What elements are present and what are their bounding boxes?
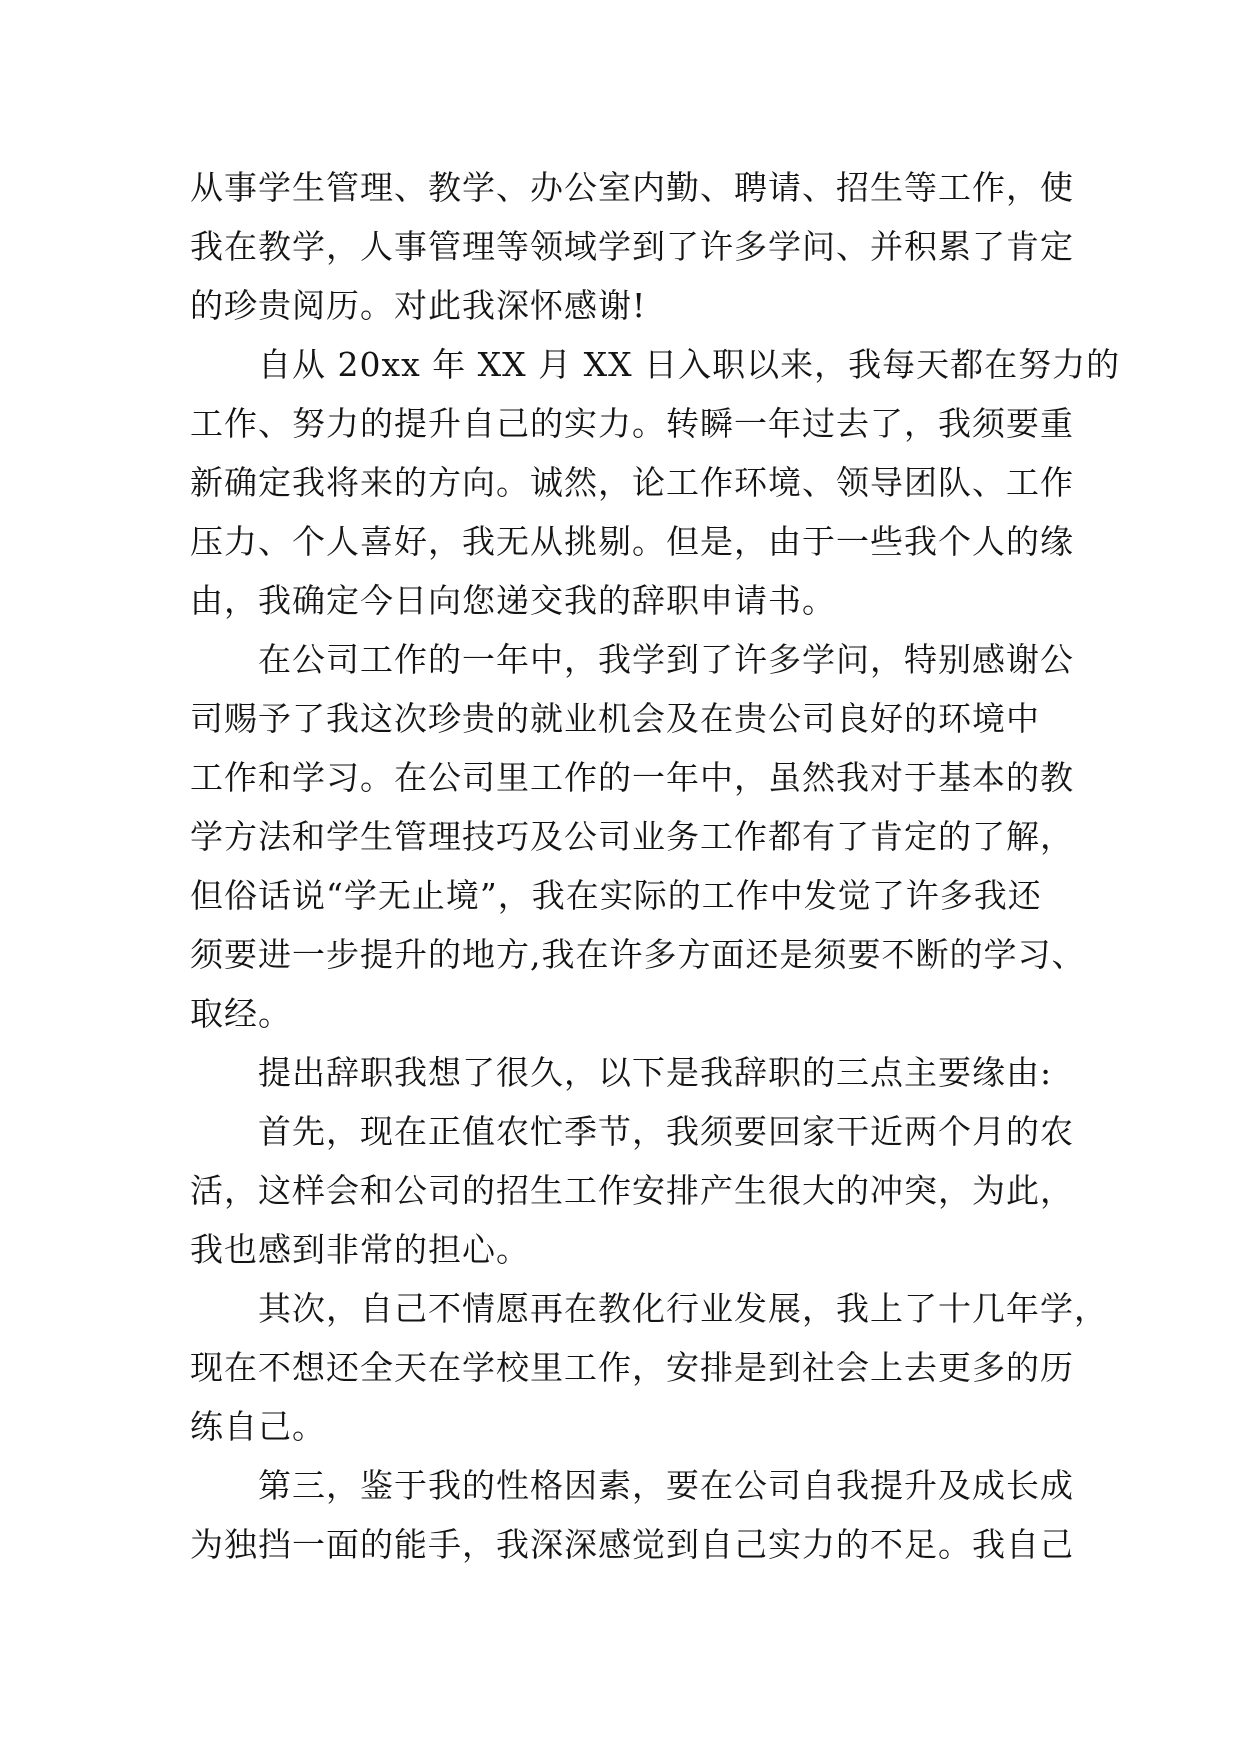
paragraph xyxy=(190,630,1086,1043)
paragraph xyxy=(190,158,1074,335)
text-line: 为独挡一面的能手，我深深感觉到自己实力的不足。我自己 xyxy=(190,1525,1074,1564)
text-line: 提出辞职我想了很久，以下是我辞职的三点主要缘由: xyxy=(258,1053,1053,1092)
text-line: 由，我确定今日向您递交我的辞职申请书。 xyxy=(190,581,836,620)
text-line: 工作和学习。在公司里工作的一年中，虽然我对于基本的教 xyxy=(190,758,1074,797)
text-line: 取经。 xyxy=(190,994,292,1033)
text-line: 第三，鉴于我的性格因素，要在公司自我提升及成长成 xyxy=(258,1466,1074,1505)
text-line: 现在不想还全天在学校里工作，安排是到社会上去更多的历 xyxy=(190,1348,1074,1387)
text-line: 其次，自己不情愿再在教化行业发展，我上了十几年学， xyxy=(258,1289,1108,1328)
text-line: 司赐予了我这次珍贵的就业机会及在贵公司良好的环境中 xyxy=(190,699,1040,738)
paragraph xyxy=(190,1279,1108,1456)
text-line: 我在教学，人事管理等领域学到了许多学问、并积累了肯定 xyxy=(190,227,1074,266)
text-line: 首先，现在正值农忙季节，我须要回家干近两个月的农 xyxy=(258,1112,1074,1151)
paragraph xyxy=(190,1102,1074,1279)
text-line: 从事学生管理、教学、办公室内勤、聘请、招生等工作，使 xyxy=(190,168,1074,207)
text-line: 自从 20xx 年 XX 月 XX 日入职以来，我每天都在努力的 xyxy=(258,345,1121,384)
text-line: 但俗话说“学无止境”，我在实际的工作中发觉了许多我还 xyxy=(190,876,1042,915)
paragraph xyxy=(190,1043,1060,1102)
text-line: 压力、个人喜好，我无从挑剔。但是，由于一些我个人的缘 xyxy=(190,522,1074,561)
text-line: 工作、努力的提升自己的实力。转瞬一年过去了，我须要重 xyxy=(190,404,1074,443)
paragraph xyxy=(190,1456,1074,1574)
text-line: 的珍贵阅历。对此我深怀感谢! xyxy=(190,286,647,325)
text-line: 须要进一步提升的地方,我在许多方面还是须要不断的学习、 xyxy=(190,935,1086,974)
text-line: 活，这样会和公司的招生工作安排产生很大的冲突，为此， xyxy=(190,1171,1074,1210)
letter-body xyxy=(190,158,1121,1574)
text-line: 我也感到非常的担心。 xyxy=(190,1230,530,1269)
text-line: 在公司工作的一年中，我学到了许多学问，特别感谢公 xyxy=(258,640,1074,679)
text-line: 学方法和学生管理技巧及公司业务工作都有了肯定的了解， xyxy=(190,817,1074,856)
paragraph xyxy=(190,335,1121,630)
text-line: 练自己。 xyxy=(190,1407,326,1446)
text-line: 新确定我将来的方向。诚然，论工作环境、领导团队、工作 xyxy=(190,463,1074,502)
